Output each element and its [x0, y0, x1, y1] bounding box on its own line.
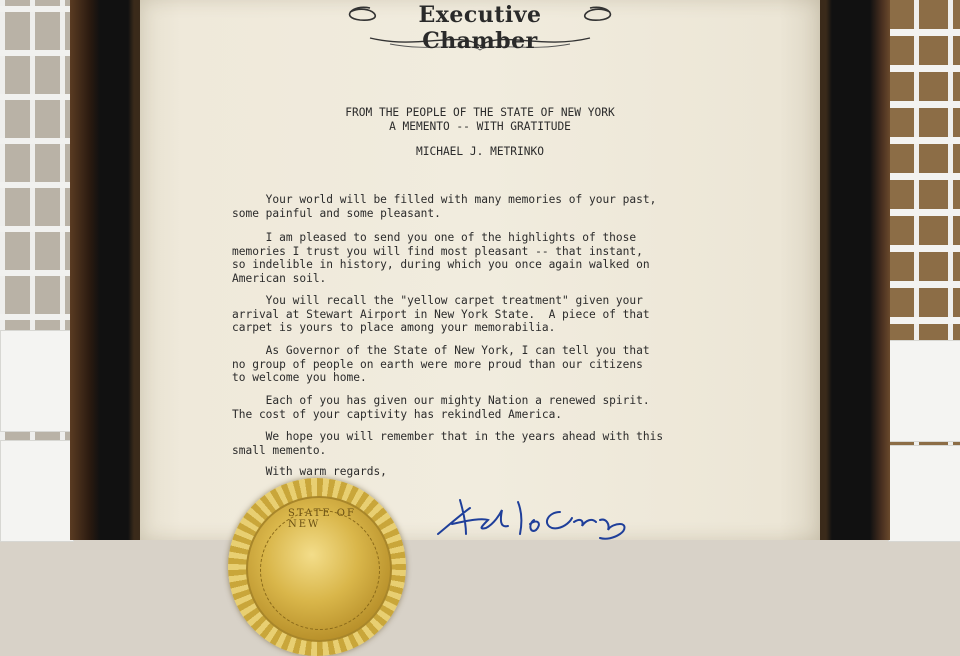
body-line: American soil.	[232, 271, 327, 285]
heading-line-1: FROM THE PEOPLE OF THE STATE OF NEW YORK	[345, 106, 615, 119]
body-line: The cost of your captivity has rekindled America.	[232, 407, 563, 421]
body-line: You will recall the "yellow carpet treatment" given your	[232, 294, 643, 307]
body-line: I am pleased to send you one of the highlights of those	[232, 231, 637, 244]
closing-line: With warm regards,	[232, 465, 387, 478]
body-line: arrival at Stewart Airport in New York State. A piece of that	[232, 307, 650, 321]
background-rack-left	[0, 0, 80, 540]
rack-panel	[0, 440, 74, 542]
seal-center	[246, 496, 392, 642]
signature-icon	[430, 494, 640, 540]
heading-line-2: A MEMENTO -- WITH GRATITUDE	[389, 120, 571, 133]
letterhead-title: Executive Chamber	[418, 2, 542, 54]
rack-panel	[888, 340, 960, 442]
body-line: some painful and some pleasant.	[232, 206, 441, 220]
body-line: We hope you will remember that in the years ahead with this	[232, 430, 664, 443]
rack-panel	[888, 445, 960, 542]
background-rack-right	[880, 0, 960, 540]
body-line: so indelible in history, during which you once again walked on	[232, 258, 650, 271]
seal-text: STATE OF NEW	[288, 508, 356, 530]
rack-panel	[0, 330, 74, 432]
body-line: to welcome you home.	[232, 371, 367, 384]
body-line: Each of you has given our mighty Nation a renewed spirit.	[232, 394, 650, 407]
body-line: carpet is yours to place among your memorabilia.	[232, 321, 556, 334]
body-line: no group of people on earth were more proud than our citizens	[232, 357, 643, 371]
body-line: Your world will be filled with many memories of your past,	[232, 193, 657, 206]
body-line: memories I trust you will find most pleasant -- that instant,	[232, 244, 643, 258]
recipient-name: MICHAEL J. METRINKO	[416, 145, 544, 158]
body-line: small memento.	[232, 443, 327, 457]
seal-icon	[228, 478, 406, 656]
body-line: As Governor of the State of New York, I can tell you that	[232, 344, 650, 357]
